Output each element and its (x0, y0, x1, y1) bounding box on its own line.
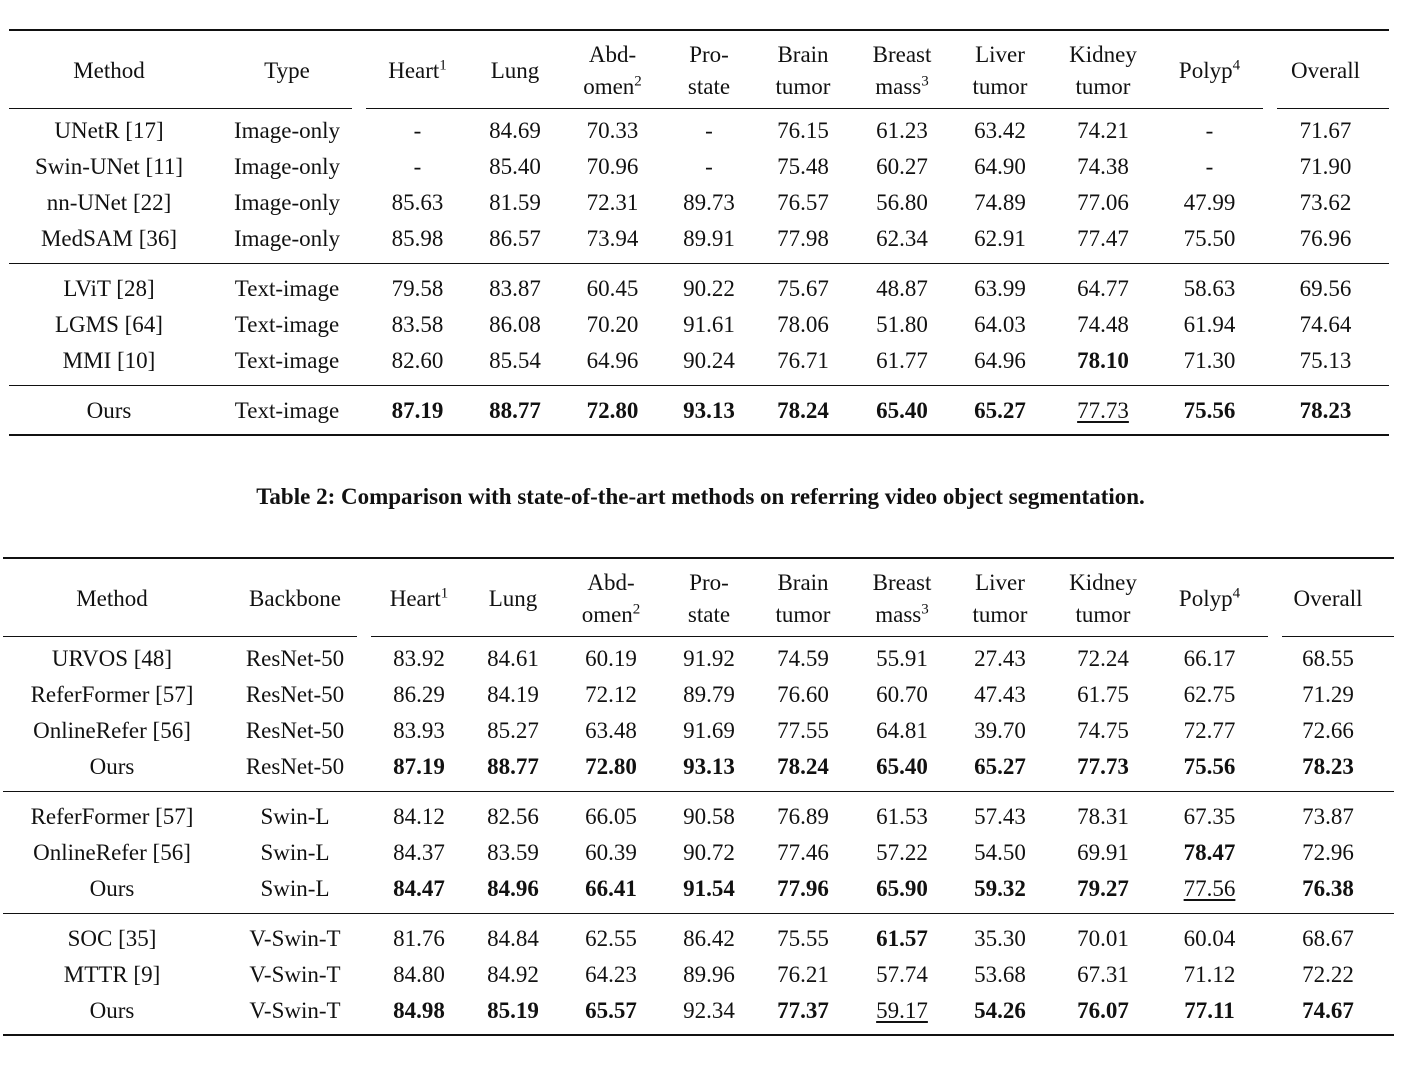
cell-lung: 81.59 (489, 190, 541, 215)
cell-brain-tumor: 75.67 (753, 263, 853, 307)
cell-kidney-tumor: 78.10 (1077, 347, 1129, 373)
cell-liver-tumor: 65.27 (974, 753, 1026, 779)
cell-lung: 84.61 (487, 646, 539, 671)
cell-lung: 85.40 (489, 154, 541, 179)
cell-polyp: 67.35 (1157, 791, 1262, 835)
cell-abd-omen: 72.31 (586, 190, 639, 215)
cell-pro-state: 93.13 (665, 385, 753, 435)
cell-liver-tumor: 63.99 (951, 263, 1049, 307)
cell-kidney-tumor: 72.24 (1077, 646, 1129, 671)
cell-heart: 83.92 (393, 646, 445, 671)
cell-pro-state: 93.13 (683, 753, 735, 779)
cell-breast-mass: 59.17 (853, 993, 951, 1035)
cell-type: Image-only (233, 154, 340, 179)
cell-polyp: 66.17 (1183, 646, 1236, 671)
cell-method: ReferFormer [57] (30, 682, 194, 707)
col-header-breast-mass: Breast mass$^3$ (872, 42, 932, 99)
cell-abd-omen: 60.39 (585, 840, 637, 865)
cell-kidney-tumor: 69.91 (1077, 840, 1129, 865)
cell-polyp: 72.77 (1183, 718, 1236, 743)
col-header-prostate: Pro- state (687, 42, 731, 99)
cell-heart: - (413, 154, 422, 179)
cell-brain-tumor: 77.96 (777, 875, 829, 901)
table-row (9, 149, 1389, 185)
cell-overall: 72.66 (1302, 718, 1354, 743)
cell-pro-state: 89.91 (683, 225, 735, 251)
cell-breast-mass: 61.57 (853, 913, 951, 957)
cell-kidney-tumor: 74.21 (1077, 118, 1129, 143)
table-row (9, 221, 1389, 263)
cell-breast-mass: 62.34 (876, 225, 928, 251)
cell-kidney-tumor: 79.27 (1077, 875, 1129, 901)
table-row (3, 713, 1394, 749)
col-header-heart: Heart$^1$ (389, 585, 449, 611)
cell-brain-tumor: 78.24 (753, 385, 853, 435)
cell-abd-omen: 70.33 (586, 118, 639, 143)
table2-header-cmidrule-right (1282, 636, 1394, 637)
cell-breast-mass: 55.91 (876, 646, 928, 671)
cell-pro-state: 91.92 (683, 646, 735, 671)
table-row (9, 185, 1389, 221)
cell-brain-tumor: 78.06 (777, 312, 829, 337)
cell-heart: 87.19 (365, 385, 470, 435)
col-header-liver-tumor: Liver tumor (972, 570, 1028, 627)
table-row (3, 871, 1394, 913)
cell-liver-tumor: 54.26 (951, 993, 1049, 1035)
cell-polyp: 61.94 (1183, 312, 1236, 337)
cell-polyp: 58.63 (1157, 263, 1262, 307)
cell-lung: 83.87 (470, 263, 560, 307)
cell-pro-state: 91.61 (683, 312, 735, 337)
cell-abd-omen: 60.45 (560, 263, 665, 307)
cell-pro-state: 86.42 (665, 913, 753, 957)
cell-breast-mass: 65.40 (876, 753, 928, 779)
cell-brain-tumor: 76.15 (777, 118, 829, 143)
cell-overall: 74.64 (1299, 312, 1352, 337)
cell-backbone: V-Swin-T (249, 962, 341, 987)
cell-liver-tumor: 63.42 (974, 118, 1026, 143)
cell-kidney-tumor: 78.31 (1049, 791, 1157, 835)
cell-type: Image-only (233, 190, 340, 215)
cell-type: Image-only (233, 118, 340, 143)
cell-abd-omen: 62.55 (557, 913, 665, 957)
cell-overall: 78.23 (1302, 753, 1354, 779)
table-row (3, 835, 1394, 871)
cell-breast-mass: 61.77 (876, 347, 928, 373)
cell-polyp: 71.30 (1183, 347, 1236, 373)
cell-kidney-tumor: 77.73 (1049, 385, 1157, 435)
cell-backbone: ResNet-50 (245, 646, 345, 671)
cell-method: Ours (9, 385, 209, 435)
cell-method: Ours (3, 993, 221, 1035)
col-header-lung: Lung (490, 58, 540, 83)
table-row (3, 913, 1394, 957)
cell-pro-state: 90.72 (683, 840, 735, 865)
cell-abd-omen: 65.57 (557, 993, 665, 1035)
cell-overall: 75.13 (1299, 347, 1352, 373)
cell-method: MMI [10] (62, 347, 156, 373)
col-header-heart: Heart$^1$ (388, 57, 447, 83)
cell-brain-tumor: 76.89 (753, 791, 853, 835)
cell-heart: 83.93 (393, 718, 445, 743)
cell-brain-tumor: 77.98 (777, 225, 829, 251)
cell-kidney-tumor: 76.07 (1049, 993, 1157, 1035)
cell-lung: 86.57 (489, 225, 541, 251)
cell-brain-tumor: 75.48 (777, 154, 829, 179)
cell-backbone: Swin-L (260, 840, 330, 865)
cell-overall: 71.67 (1299, 118, 1352, 143)
cell-pro-state: 89.73 (683, 190, 735, 215)
cell-brain-tumor: 76.60 (777, 682, 829, 707)
cell-backbone: ResNet-50 (245, 682, 345, 707)
cell-breast-mass: 48.87 (853, 263, 951, 307)
cell-kidney-tumor: 70.01 (1049, 913, 1157, 957)
col-header-breast-mass: Breast mass$^3$ (872, 570, 932, 627)
cell-type: Image-only (233, 225, 340, 251)
table-row (9, 105, 1389, 149)
cell-method: OnlineRefer [56] (33, 840, 191, 865)
cell-liver-tumor: 39.70 (974, 718, 1026, 743)
cell-liver-tumor: 64.03 (974, 312, 1026, 337)
cell-lung: 84.69 (489, 118, 541, 143)
cell-abd-omen: 66.41 (585, 875, 637, 901)
table-row (3, 677, 1394, 713)
cell-liver-tumor: 47.43 (974, 682, 1026, 707)
cell-method: ReferFormer [57] (3, 791, 221, 835)
cell-abd-omen: 70.96 (586, 154, 639, 179)
cell-breast-mass: 61.53 (853, 791, 951, 835)
table-row (3, 957, 1394, 993)
cell-abd-omen: 72.12 (585, 682, 637, 707)
cell-overall: 78.23 (1262, 385, 1389, 435)
cell-method: LViT [28] (9, 263, 209, 307)
cell-lung: 83.59 (487, 840, 539, 865)
cell-method: Ours (89, 753, 135, 779)
cell-lung: 88.77 (487, 753, 539, 779)
cell-overall: 69.56 (1262, 263, 1389, 307)
cell-abd-omen: 63.48 (585, 718, 637, 743)
cell-kidney-tumor: 74.38 (1077, 154, 1129, 179)
cell-breast-mass: 57.74 (876, 962, 928, 987)
cell-lung: 84.92 (487, 962, 539, 987)
cell-kidney-tumor: 74.48 (1077, 312, 1129, 337)
cell-method: Swin-UNet [11] (35, 154, 183, 179)
cell-overall: 76.96 (1299, 225, 1352, 251)
cell-breast-mass: 64.81 (876, 718, 928, 743)
cell-lung: 85.54 (489, 347, 541, 373)
cell-abd-omen: 70.20 (586, 312, 639, 337)
cell-polyp: 47.99 (1183, 190, 1236, 215)
cell-abd-omen: 72.80 (560, 385, 665, 435)
col-header-brain-tumor: Brain tumor (775, 570, 831, 627)
cell-polyp: 78.47 (1183, 840, 1236, 865)
cell-polyp: - (1205, 118, 1214, 143)
cell-polyp: 75.56 (1157, 385, 1262, 435)
cell-pro-state: 91.54 (683, 875, 735, 901)
table1-header-cmidrule-mid (366, 108, 1263, 109)
cell-abd-omen: 72.80 (585, 753, 637, 779)
table-row (3, 749, 1394, 791)
cell-brain-tumor: 77.37 (753, 993, 853, 1035)
col-header-overall: Overall (1291, 58, 1360, 83)
results-table-1 (9, 37, 1389, 436)
cell-type: Text-image (209, 263, 365, 307)
col-header-kidney-tumor: Kidney tumor (1069, 42, 1137, 99)
cell-abd-omen: 73.94 (586, 225, 639, 251)
cell-heart: 84.12 (369, 791, 469, 835)
cell-brain-tumor: 76.71 (777, 347, 829, 373)
cell-brain-tumor: 75.55 (753, 913, 853, 957)
cell-breast-mass: 60.27 (876, 154, 928, 179)
cell-method: MedSAM [36] (40, 225, 178, 251)
cell-liver-tumor: 65.27 (951, 385, 1049, 435)
cell-pro-state: 90.58 (665, 791, 753, 835)
cell-breast-mass: 57.22 (876, 840, 928, 865)
cell-method: Ours (89, 875, 135, 901)
col-header-type: Type (264, 58, 310, 83)
cell-pro-state: 90.22 (665, 263, 753, 307)
cell-liver-tumor: 64.90 (974, 154, 1026, 179)
cell-backbone: V-Swin-T (221, 993, 369, 1035)
cell-method: nn-UNet [22] (46, 190, 172, 215)
cell-lung: 84.96 (487, 875, 539, 901)
cell-type: Text-image (234, 312, 340, 337)
cell-heart: 84.98 (369, 993, 469, 1035)
cell-heart: 84.47 (393, 875, 445, 901)
cell-polyp: 75.50 (1183, 225, 1236, 251)
cell-heart: 84.80 (393, 962, 445, 987)
cell-backbone: ResNet-50 (245, 753, 345, 779)
cell-kidney-tumor: 64.77 (1049, 263, 1157, 307)
cell-method: OnlineRefer [56] (33, 718, 191, 743)
cell-heart: 79.58 (365, 263, 470, 307)
cell-liver-tumor: 64.96 (974, 347, 1026, 373)
col-header-liver-tumor: Liver tumor (972, 42, 1028, 99)
cell-polyp: 60.04 (1157, 913, 1262, 957)
col-header-method: Method (76, 586, 148, 611)
cell-kidney-tumor: 77.06 (1077, 190, 1129, 215)
table1-top-rule (9, 29, 1389, 31)
cell-overall: 72.22 (1302, 962, 1354, 987)
col-header-method: Method (73, 58, 145, 83)
table2-body (3, 633, 1394, 1035)
cell-liver-tumor: 62.91 (974, 225, 1026, 251)
cell-brain-tumor: 76.21 (777, 962, 829, 987)
cell-heart: 83.58 (391, 312, 444, 337)
cell-type: Text-image (209, 385, 365, 435)
table2-top-rule (3, 557, 1394, 559)
col-header-backbone: Backbone (249, 586, 341, 611)
cell-liver-tumor: 57.43 (951, 791, 1049, 835)
cell-kidney-tumor: 74.75 (1077, 718, 1129, 743)
cell-polyp: - (1205, 154, 1214, 179)
cell-polyp: 62.75 (1183, 682, 1236, 707)
cell-heart: 82.60 (391, 347, 444, 373)
cell-breast-mass: 60.70 (876, 682, 928, 707)
cell-liver-tumor: 54.50 (974, 840, 1026, 865)
cell-kidney-tumor: 77.47 (1077, 225, 1129, 251)
cell-overall: 72.96 (1302, 840, 1354, 865)
table2-header-row (3, 565, 1394, 633)
cell-liver-tumor: 74.89 (974, 190, 1026, 215)
table1-header-cmidrule-right (1277, 108, 1389, 109)
table-row (9, 307, 1389, 343)
cell-abd-omen: 60.19 (585, 646, 637, 671)
cell-heart: - (413, 118, 422, 143)
table-row (3, 791, 1394, 835)
cell-abd-omen: 64.96 (586, 347, 639, 373)
cell-brain-tumor: 77.46 (777, 840, 829, 865)
cell-backbone: V-Swin-T (221, 913, 369, 957)
cell-method: MTTR [9] (63, 962, 161, 987)
cell-lung: 84.19 (487, 682, 539, 707)
table1-body (9, 105, 1389, 435)
cell-polyp: 71.12 (1183, 962, 1236, 987)
cell-kidney-tumor: 61.75 (1077, 682, 1129, 707)
table2-header-cmidrule-left (3, 636, 357, 637)
table-row (9, 263, 1389, 307)
table-row (3, 633, 1394, 677)
table2-caption: Table 2: Comparison with state-of-the-art methods on referring video object segmentation. (256, 484, 1145, 509)
cell-overall: 73.87 (1262, 791, 1394, 835)
cell-brain-tumor: 77.55 (777, 718, 829, 743)
cell-method: LGMS [64] (55, 312, 163, 337)
cell-brain-tumor: 74.59 (777, 646, 829, 671)
cell-lung: 82.56 (469, 791, 557, 835)
cell-backbone: Swin-L (260, 875, 330, 901)
cell-pro-state: 91.69 (683, 718, 735, 743)
table1-header-row (9, 37, 1389, 105)
cell-breast-mass: 51.80 (876, 312, 928, 337)
cell-backbone: ResNet-50 (245, 718, 345, 743)
cell-heart: 85.63 (391, 190, 444, 215)
col-header-kidney-tumor: Kidney tumor (1069, 570, 1137, 627)
cell-abd-omen: 66.05 (557, 791, 665, 835)
col-header-lung: Lung (488, 586, 538, 611)
cell-lung: 85.19 (469, 993, 557, 1035)
cell-overall: 76.38 (1302, 875, 1354, 901)
cell-breast-mass: 65.90 (876, 875, 928, 901)
cell-breast-mass: 65.40 (853, 385, 951, 435)
cell-method: UNetR [17] (54, 118, 164, 143)
cell-lung: 86.08 (489, 312, 541, 337)
cell-pro-state: 89.96 (683, 962, 735, 987)
cell-pro-state: - (705, 118, 713, 143)
cell-overall: 71.90 (1299, 154, 1352, 179)
cell-backbone: Swin-L (221, 791, 369, 835)
table1-header-cmidrule-left (9, 108, 352, 109)
cell-abd-omen: 64.23 (585, 962, 637, 987)
cell-breast-mass: 61.23 (876, 118, 928, 143)
cell-overall: 71.29 (1302, 682, 1354, 707)
col-header-brain-tumor: Brain tumor (775, 42, 831, 99)
cell-liver-tumor: 27.43 (974, 646, 1026, 671)
cell-lung: 88.77 (470, 385, 560, 435)
cell-lung: 85.27 (487, 718, 539, 743)
cell-liver-tumor: 35.30 (951, 913, 1049, 957)
cell-type: Text-image (234, 347, 340, 373)
cell-pro-state: 90.24 (683, 347, 735, 373)
cell-pro-state: - (705, 154, 713, 179)
cell-kidney-tumor: 67.31 (1077, 962, 1129, 987)
cell-heart: 85.98 (391, 225, 444, 251)
table2-header-cmidrule-mid (371, 636, 1268, 637)
col-header-abdomen: Abd- omen$^2$ (581, 570, 641, 627)
cell-overall: 73.62 (1299, 190, 1352, 215)
cell-polyp: 75.56 (1183, 753, 1236, 779)
cell-liver-tumor: 53.68 (974, 962, 1026, 987)
cell-method: SOC [35] (3, 913, 221, 957)
cell-method: URVOS [48] (51, 646, 173, 671)
cell-breast-mass: 56.80 (876, 190, 928, 215)
cell-heart: 81.76 (369, 913, 469, 957)
cell-heart: 87.19 (393, 753, 445, 779)
cell-liver-tumor: 59.32 (974, 875, 1026, 901)
cell-overall: 74.67 (1262, 993, 1394, 1035)
cell-pro-state: 92.34 (665, 993, 753, 1035)
cell-heart: 84.37 (393, 840, 445, 865)
table-row (9, 343, 1389, 385)
cell-kidney-tumor: 77.73 (1077, 753, 1129, 779)
cell-heart: 86.29 (393, 682, 445, 707)
cell-brain-tumor: 76.57 (777, 190, 829, 215)
table-row (3, 993, 1394, 1035)
cell-polyp: 77.11 (1157, 993, 1262, 1035)
cell-pro-state: 89.79 (683, 682, 735, 707)
col-header-abdomen: Abd- omen$^2$ (583, 42, 642, 99)
cell-lung: 84.84 (469, 913, 557, 957)
col-header-polyp: Polyp$^4$ (1178, 57, 1241, 83)
col-header-prostate: Pro- state (687, 570, 731, 627)
cell-brain-tumor: 78.24 (777, 753, 829, 779)
col-header-polyp: Polyp$^4$ (1178, 585, 1241, 611)
cell-overall: 68.67 (1262, 913, 1394, 957)
table-row (9, 385, 1389, 435)
cell-overall: 68.55 (1302, 646, 1354, 671)
cell-polyp: 77.56 (1183, 875, 1236, 901)
col-header-overall: Overall (1293, 586, 1363, 611)
